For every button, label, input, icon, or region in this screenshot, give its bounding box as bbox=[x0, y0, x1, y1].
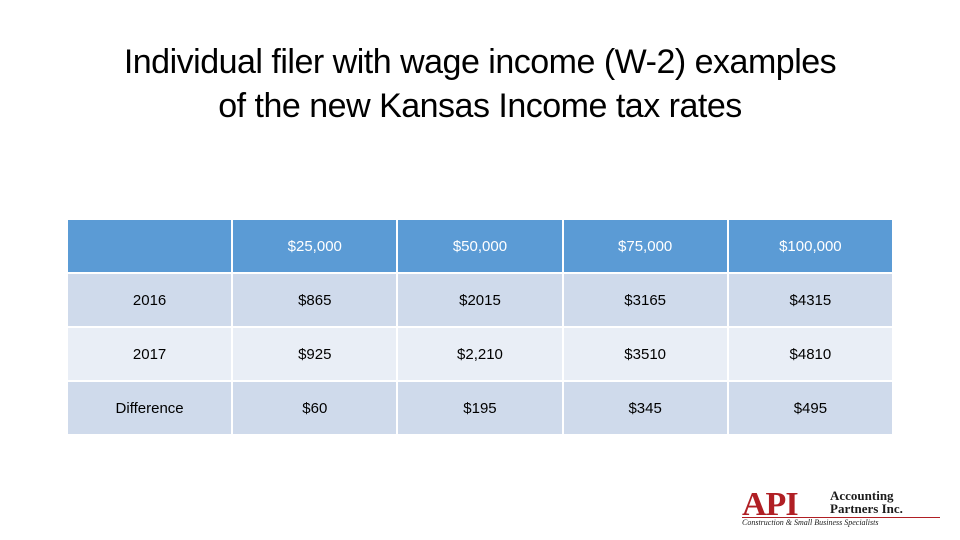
table-row bbox=[67, 273, 893, 327]
company-logo bbox=[742, 488, 940, 528]
logo-mark: API bbox=[742, 486, 798, 523]
table-cell: $4810 bbox=[728, 327, 893, 381]
row-label-2016: 2016 bbox=[67, 273, 232, 327]
table-cell: $3510 bbox=[563, 327, 728, 381]
table-cell: $60 bbox=[232, 381, 397, 435]
logo-name-line-2: Partners Inc. bbox=[830, 501, 903, 516]
table-cell: $925 bbox=[232, 327, 397, 381]
header-cell-income-25000: $25,000 bbox=[232, 219, 397, 273]
header-cell-income-75000: $75,000 bbox=[563, 219, 728, 273]
tax-comparison-table bbox=[66, 218, 894, 436]
slide-title-line-1: Individual filer with wage income (W-2) examples bbox=[123, 43, 837, 81]
slide-title-line-2: of the new Kansas Income tax rates bbox=[218, 87, 742, 125]
table-cell: $2,210 bbox=[397, 327, 562, 381]
table-cell: $345 bbox=[563, 381, 728, 435]
logo-company-name bbox=[830, 489, 903, 515]
logo-tagline: Construction & Small Business Specialists bbox=[742, 517, 940, 527]
header-cell-empty bbox=[67, 219, 232, 273]
row-label-2017: 2017 bbox=[67, 327, 232, 381]
table-cell: $865 bbox=[232, 273, 397, 327]
table-cell: $195 bbox=[397, 381, 562, 435]
header-cell-income-50000: $50,000 bbox=[397, 219, 562, 273]
table-header-row bbox=[67, 219, 893, 273]
header-cell-income-100000: $100,000 bbox=[728, 219, 893, 273]
table-row bbox=[67, 381, 893, 435]
logo-name-line-1: Accounting bbox=[830, 488, 894, 503]
slide-title bbox=[40, 40, 920, 128]
table-cell: $495 bbox=[728, 381, 893, 435]
table-cell: $3165 bbox=[563, 273, 728, 327]
table-cell: $2015 bbox=[397, 273, 562, 327]
table-row bbox=[67, 327, 893, 381]
row-label-difference: Difference bbox=[67, 381, 232, 435]
table-cell: $4315 bbox=[728, 273, 893, 327]
